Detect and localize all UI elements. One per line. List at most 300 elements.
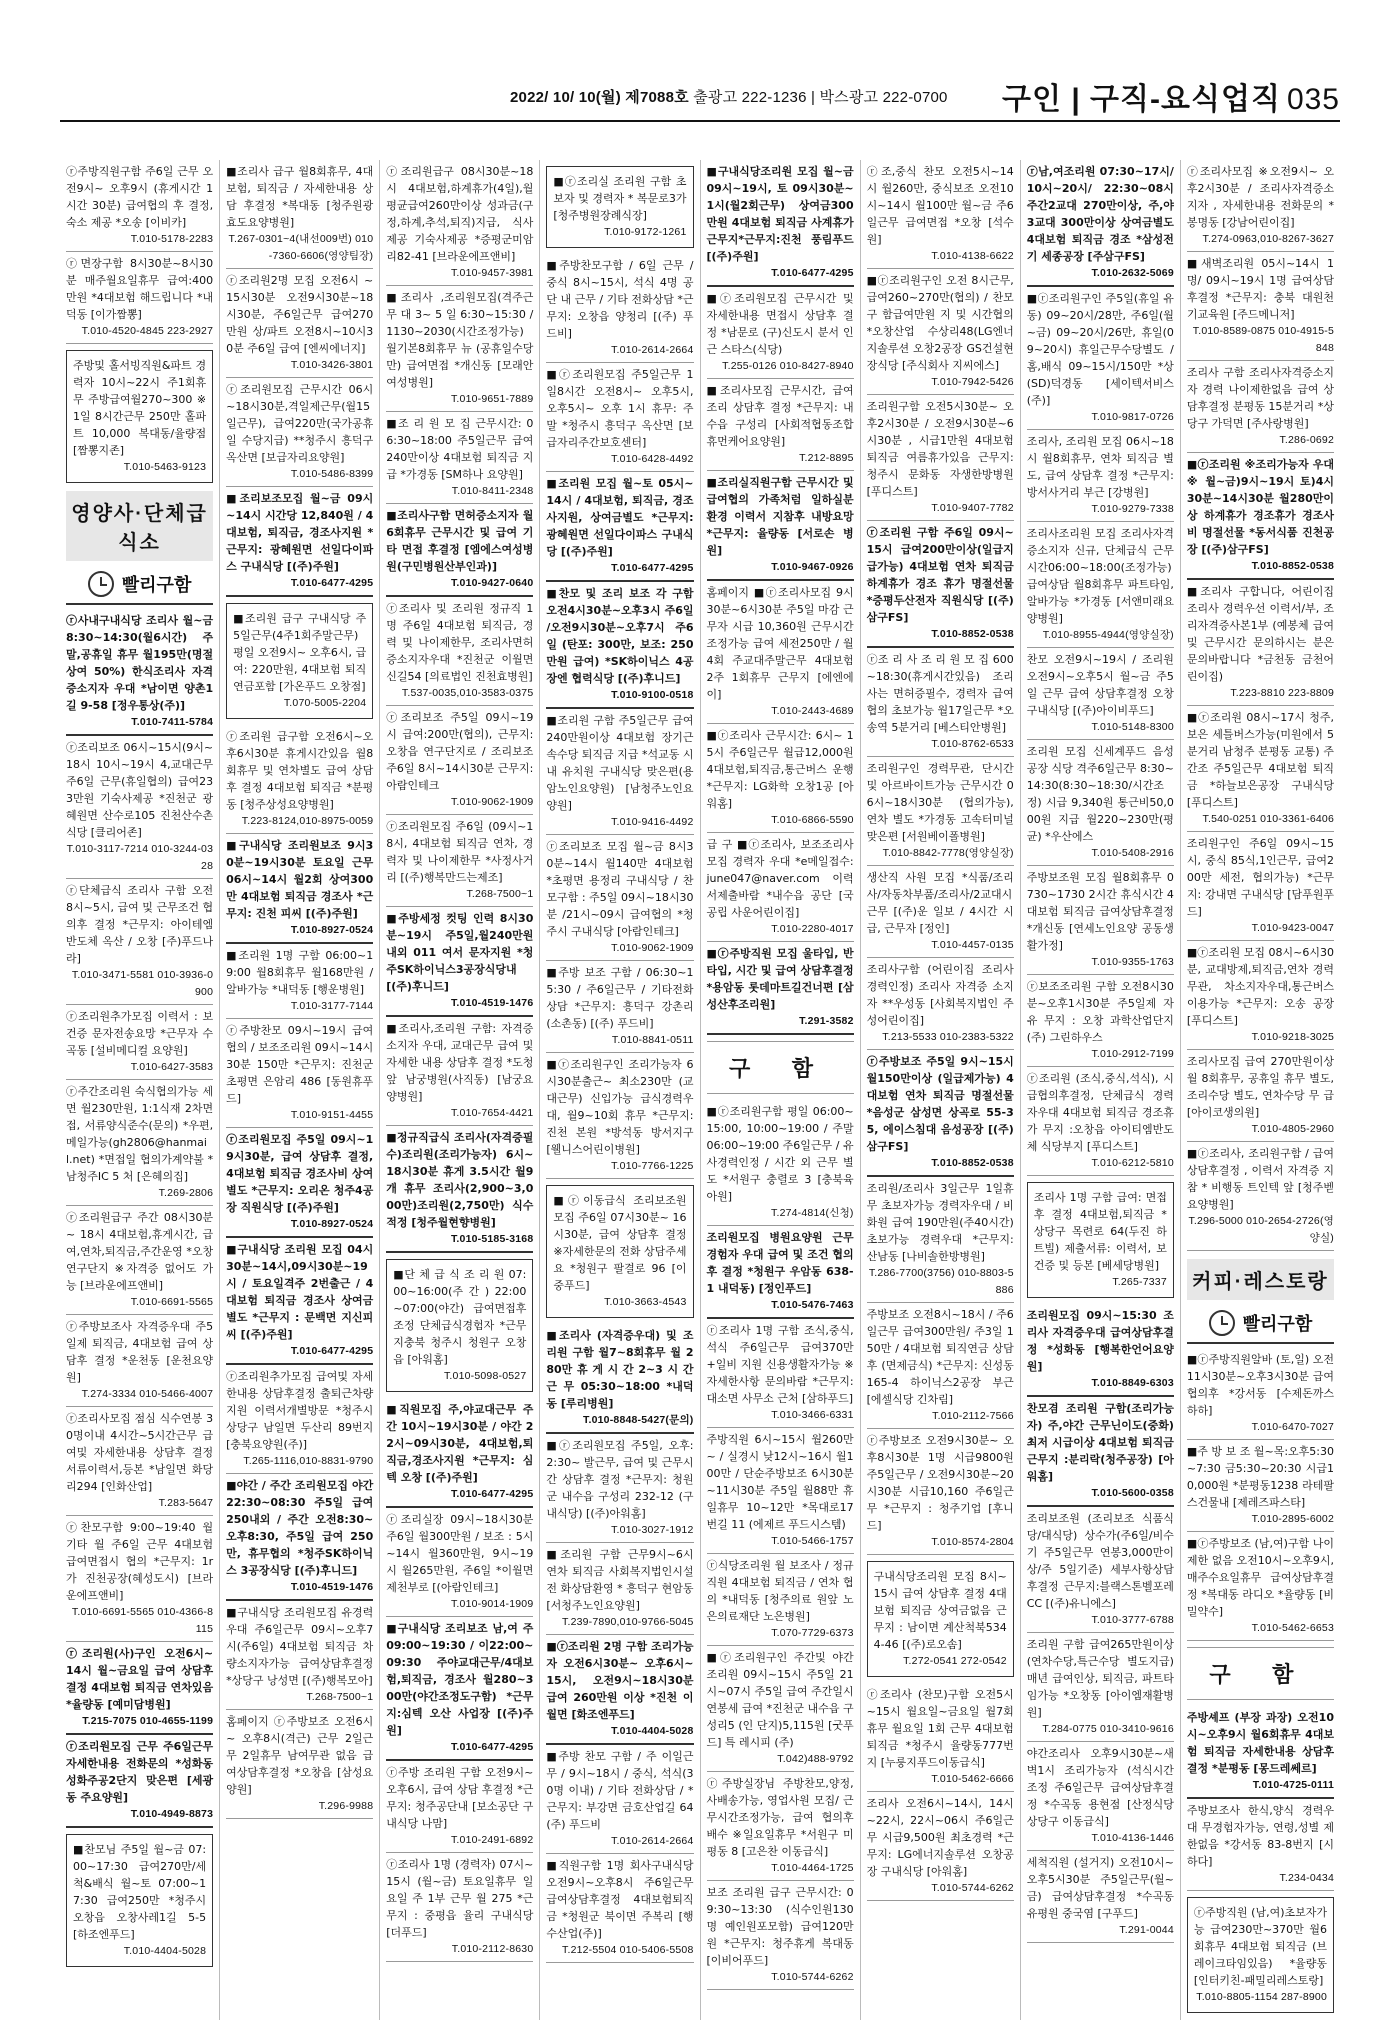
ad-phone: T.010-5098-0527 <box>443 1370 527 1382</box>
ad-phone: T.070-5005-2204 <box>283 697 367 709</box>
ad-phone: T.010-9172-1261 <box>604 226 687 238</box>
ad-phone: T.010-8841-0511 <box>611 1034 694 1046</box>
col8-ads <box>1187 160 1334 1251</box>
urgent-banner-cafe <box>1187 1304 1334 1344</box>
classified-ad <box>1187 160 1334 252</box>
ad-phone: T.239-7890,010-9766-5045 <box>562 1616 694 1628</box>
classified-ad <box>867 1429 1014 1555</box>
ad-text: ■조리실직원구함 근무시간 및 급여협의 가족처럼 일하실분 환경 이력서 지참후 내방요망 *근무지: 율량동 [서로손 병원] <box>706 476 854 557</box>
ad-text: ■ⓡ조리원구함 평일 06:00~15:00, 10:00~19:00 / 주말 06:00~19:00 주6일근무 / 유사경력인정 / 시간 외 근무 별도 *서원구 충렬로 3 [충북육아원] <box>706 1105 854 1203</box>
ad-phone: T.010-5466-1757 <box>771 1535 854 1547</box>
ad-phone: T.268-7500~1 <box>466 888 534 900</box>
ad-phone: T.010-9014-1909 <box>450 1598 534 1610</box>
classified-ad <box>546 1053 693 1179</box>
ad-phone: T.010-5486-8399 <box>290 468 374 480</box>
ad-text: ■찬모님 주5일 월~금 07:00~17:30 급여270만/세척&배식 월~토 07:00~17:30 급여250만 *청주시 오창읍 오창사레1길 5-5 [하조엔푸드] <box>73 1843 207 1941</box>
ad-phone: T.010-8411-2348 <box>451 485 534 497</box>
ad-phone: T.212-8895 <box>799 452 854 464</box>
ad-text: ⓡ조리원모집 근무 주6일근무 자세한내용 전화문의 *성화동 성화주공2단지 맞은편 [세광동 주요양원] <box>66 1740 214 1804</box>
classified-ad <box>386 706 533 815</box>
ad-text: ⓡ주방실장님 주방찬모,양정,사배송가능, 영업사원 모집/ 근무시간조정가능, 급여 협의후 배수 ※일요일휴무 *서원구 미평동 8 [고은찬 이동급식] <box>706 1777 854 1858</box>
ad-text: 조리사 1명 구함 급여: 면접후 결정 4대보험,퇴직금 * 상당구 목련로 64(두진 하트빌) 제출서류: 이력서, 보건증 및 등본 [베세당병원] <box>1033 1191 1167 1272</box>
classified-ad <box>226 269 373 378</box>
ad-text: 주방보조사 한식,양식 경력우대 무경험자가능, 연령,성별 제한없음 *강서동 83-8번지 [시하다] <box>1186 1804 1334 1868</box>
ad-phone: T.283-5647 <box>158 1497 214 1509</box>
ad-text: 조리원 구함 급여265만원이상 (연차수당,특근수당 별도지급) 매년 급여인상, 퇴직금, 파트타임가능 *오창동 [아이엠재활병원] <box>1026 1638 1174 1719</box>
ad-text: ⓡ조리사모집 점심 식수연봉 30명이내 4시간~5시간근무 급여및 자세한내용 상담후 결정 서류이력서,등본 *남일면 화당리294 [인화산업] <box>66 1412 214 1493</box>
page-number: 035 <box>1286 83 1340 116</box>
classified-ad <box>867 521 1014 648</box>
classified-ad <box>546 1185 693 1318</box>
ad-text: ⓡ조리사모집 ※오전9시~ 오후2시30분 / 조리사자격증소지자 , 자세한내용 전화문의 *봉명동 [강남어린이집] <box>1186 165 1334 229</box>
ad-text: ⓡ면장구함 8시30분~8시30분 매주월요일휴무 급여:400만원 *4대보험 해드립니다 *내덕동 [이가짬뽕] <box>66 257 214 321</box>
ad-phone: T.291-0044 <box>1119 1924 1174 1936</box>
ad-text: ■구내식당조리원 모집 월~금 09시~19시, 토 09시30분~ 1시(월2회근무) 상여금300만원 4대보험 퇴직금 사계휴가 근무지*근무지:진천 풍림푸드 [(주)주원] <box>706 165 854 263</box>
ad-text: ⓡ조리원 (조식,중식,석식), 시급협의후결정, 단체급식 경력자우대 4대보험 퇴직금 경조휴가 무지 :오창읍 아이티엠반도체 식당부지 [푸디스트] <box>1026 1072 1174 1153</box>
column-6 <box>861 160 1021 2020</box>
column-2 <box>220 160 380 2020</box>
ad-text: ■구내식당 조리원 모집 04시30분~14시,09시30분~19시 / 토요일격주 2번출근 / 4대보험 퇴직금 경조사 상여금 별도 *근무지 : 문백면 지신피씨 [(주)주원] <box>226 1243 374 1341</box>
ad-phone: T.265-1116,010-8831-9790 <box>243 1455 374 1467</box>
ad-phone: T.010-6691-5565 <box>130 1296 214 1308</box>
classified-ad <box>66 350 213 483</box>
column-8 <box>1181 160 1340 2020</box>
ad-text: ⓡ조리원모집 주6일 (09시~18시, 4대보험 퇴직금 연차, 경력자 및 나이제한무 *사정사거리 [(주)행복만드는제조] <box>386 820 534 884</box>
classified-ad <box>707 1772 854 1881</box>
ad-text: ■ⓡ주방보조 (남,여)구함 나이제한 없음 오전10시~오후9시, 매주수요일휴무 급여상담후결정 *복대동 라디오 *율량동 [비밀약수] <box>1186 1537 1334 1618</box>
classified-ad <box>1027 1633 1174 1742</box>
ad-phone: T.010-2112-7566 <box>932 1410 1014 1422</box>
classified-ad <box>386 1617 533 1761</box>
ad-phone: T.010-5185-3168 <box>450 1233 534 1245</box>
ad-phone: T.296-9988 <box>318 1800 374 1812</box>
classified-ad <box>1027 430 1174 522</box>
classified-ad <box>867 269 1014 395</box>
col4-ads <box>546 166 693 1963</box>
ad-text: 조리원 모집 신세계푸드 음성공장 식당 격주6일근무 8:30~14:30(8:30~18:30/시간조정) 시급 9,340원 통근비50,000원 지급 월220~230만(평균) *우산에스 <box>1026 745 1174 843</box>
ad-text: ⓡ주방보조사 자격증우대 주5일제 퇴직금, 4대보험 급여 상담후 결정 *운천동 [운천요양원] <box>66 1320 214 1384</box>
ad-text: ■조리보조모집 월~금 09시~14시 시간당 12,840원 / 4대보험, 퇴직금, 경조사지원 *근무지: 광혜원면 선일다이파스 구내식당 [(주)주원] <box>226 492 374 573</box>
ad-phone: T.010-2912-7199 <box>1091 1048 1174 1060</box>
ad-phone: T.010-9427-0640 <box>450 577 534 589</box>
ad-text: ■조리원 급구 구내식당 주5일근무(4주1회주말근무) 평일 오전9시~ 오후6시, 급여: 220만원, 4대보험 퇴직연금포함 [가온푸드 오창점] <box>233 612 367 693</box>
column-7 <box>1021 160 1181 2020</box>
ad-phone: T.010-5744-6262 <box>931 1882 1014 1894</box>
ad-phone: T.010-6691-5565 010-4366-8115 <box>71 1606 214 1635</box>
ad-text: ■ⓡ조리원모집 근무시간 및 자세한내용 면접시 상담후 결정 *남문로 (구)신도시 분서 인근 스타스(식당) <box>706 292 854 356</box>
ad-phone: T.234-0434 <box>1279 1872 1334 1884</box>
classified-ad <box>707 1226 854 1319</box>
col1-ads-a <box>66 160 213 483</box>
classified-ad <box>1027 740 1174 866</box>
classified-ad <box>867 648 1014 757</box>
classified-ad <box>386 412 533 504</box>
ad-phone: T.010-9355-1763 <box>1091 956 1174 968</box>
col3-ads <box>386 160 533 1962</box>
classified-ad <box>867 866 1014 958</box>
ad-text: ■ⓡ조리원구인 조리가능자 6시30분출근~ 최소230만 (교대근무) 신입가능 급식경력우대, 월9~10회 휴무 *근무지: 진천 본원 *방석동 방서지구 [웰니스어린이병원] <box>546 1058 694 1156</box>
ad-text: 조리원구인 경력무관, 단시간 및 아르바이트가능 근무시간 06시~18시30분 (협의가능), 연차 별도 *가경동 고속터미널 맞은편 [서원베이폴병원] <box>866 762 1014 843</box>
ad-phone: T.212-5504 010-5406-5508 <box>562 1944 694 1956</box>
ad-text: ⓡ주방 조리원 구함 오전9시~ 오후6시, 급여 상담 후결정 *근무지: 청주공단내 [보소공단 구내식당 나맘] <box>386 1766 534 1830</box>
classified-ad <box>707 1428 854 1554</box>
ad-phone: T.010-7411-5784 <box>131 716 214 728</box>
ad-text: 세척직원 (설거지) 오전10시~오후5시30분 주5일근무(월~금) 급여상담후결정 *수곡동 유평원 중국염 [구푸드] <box>1026 1856 1174 1920</box>
column-3 <box>380 160 540 2020</box>
classified-ad <box>226 725 373 834</box>
ad-phone: T.286-7700(3756) 010-8803-5886 <box>868 1267 1014 1296</box>
ad-phone: T.010-3027-1912 <box>611 1524 694 1536</box>
ad-phone: T.010-4520-4845 223-2927 <box>81 325 214 337</box>
issue-info: 2022/ 10/ 10(월) 제7088호 <box>510 89 689 106</box>
ad-text: ■정규직급식 조리사(자격증필수)조리원(조리가능자) 6시~18시30분 휴게 3.5시간 월9개 휴무 조리사(2,900~3,000만)조리원(2,750만) 식수적정 [청주월현향병원] <box>386 1131 534 1229</box>
ad-phone: T.010-8842-7778(영양실장) <box>882 847 1014 859</box>
ad-text: ■ⓡ조리원구인 오전 8시근무, 급여260~270만(협의) / 찬모구 함급여만원 지 및 시간협의 *오창산업 수상리48(LG엔너지솔루션 오창2공장 GS건설현장식당 [주식회사 지씨에스] <box>866 274 1014 372</box>
section-head-wanted-2: 구 함 <box>1187 1647 1334 1700</box>
ad-text: 야간조리사 오후9시30분~새벽1시 조리가능자 (석식시간 조정 주6일근무 급여상담후결정 *수곡동 용현점 [산정식당 상당구 이동급식] <box>1026 1747 1174 1828</box>
classified-ad <box>66 252 213 344</box>
ad-text: ⓡ조리보조 주5일 09시~19시 급여:200만(협의), 근무지: 오창읍 연구단지로 / 조리보조 주6일 8시~14시30분 근무지:아람인테크 <box>386 711 534 792</box>
classified-ad <box>386 1017 533 1126</box>
ad-phone: T.010-4725-0111 <box>1252 1779 1334 1791</box>
ad-phone: T.010-8589-0875 010-4915-5848 <box>1192 325 1334 354</box>
classified-ad <box>707 1646 854 1772</box>
classified-ad <box>707 1100 854 1226</box>
ad-text: 보조 조리원 급구 근무시간: 09:30~13:30 (식수인원130명 예인원포모함) 급여120만원 *근무지: 청주휴게 복대동 [이비어푸드] <box>706 1886 854 1967</box>
masthead-info <box>510 86 948 107</box>
ad-phone: T.010-6427-3583 <box>130 1061 214 1073</box>
classified-ad <box>66 1516 213 1642</box>
ad-text: ⓡ찬모구함 9:00~19:40 월기타 월 주6일 근무 4대보험 급여면접시 협의 *근무지: 1r가 진천공장(혜성도시) [브라운에프앤비] <box>66 1521 214 1602</box>
classified-ad <box>386 1398 533 1508</box>
classified-ad <box>546 1635 693 1745</box>
col5-ads-a <box>707 160 854 1035</box>
ad-text: 찬모겸 조리원 구함(조리가능자) 주,야간 근무닌이도(중화) 최저 시급이상 4대보험 퇴직금 근무지 :분리락(청주공장) [아워홈] <box>1026 1402 1174 1483</box>
classified-ad <box>66 1834 213 1967</box>
ad-text: ■ⓡ조리원모집 주5일근무 1일8시간 오전8시~ 오후5시, 오후5시~ 오후 1시 휴무: 주말 *청주시 흥덕구 옥산면 [보급자리주간보호센터] <box>546 368 694 449</box>
ad-text: 조리사모집 급여 270만원이상 월 8회휴무, 공휴일 휴무 별도, 조리수당 별도, 연차수당 무 급 [아이코생의원] <box>1186 1055 1334 1119</box>
classified-ad <box>386 1508 533 1617</box>
ad-text: ■조 리 원 모 집 근무시간: 06:30~18:00 주5일근무 급여 240만이상 4대보험 퇴직금 지급 *가경동 [SM하나 요양원] <box>386 417 534 481</box>
ad-text: ■구내식당 조리보조 남,여 주 09:00~19:30 / 이22:00~09:30 주야교대근무/4대보험,퇴직금, 경조사 월280~300만(야간조정도구함) *근무지:심텍 오산 사업장 [(주)주원] <box>386 1622 534 1737</box>
ad-phone: T.010-8852-0538 <box>931 1157 1014 1169</box>
classified-ad <box>1027 648 1174 740</box>
classified-ad <box>1187 832 1334 941</box>
classified-ad <box>386 286 533 412</box>
classified-ad <box>1027 1742 1174 1851</box>
ad-phone: T.010-4457-0135 <box>931 939 1014 951</box>
classified-ad <box>66 1005 213 1080</box>
col2-ads <box>226 160 373 1819</box>
classified-ad <box>546 472 693 582</box>
col9-ads-b <box>1187 1706 1334 2013</box>
ad-phone: T.010-8848-5427(문의) <box>583 1414 694 1426</box>
ad-text: ■야간 / 주간 조리원모집 야간 22:30~08:30 주5일 급여 250내외 / 주간 오전8:30~오후8:30, 주5일 급여 250만, 휴무협의 *청주SK하이닉스 3공장식당 [(주)후니드] <box>226 1479 374 1577</box>
classified-ad <box>386 160 533 286</box>
section-name: 구인 | 구직-요식업직 <box>1002 83 1281 116</box>
ad-text: 조리사구함 (어린이집 조리사 경력인정) 조리사 자격증 소지자 **우성동 [사회복지법인 주성어린이집] <box>866 963 1014 1027</box>
classified-ad <box>1187 1348 1334 1440</box>
ad-phone: T.010-4136-1446 <box>1091 1832 1174 1844</box>
classified-ad <box>66 879 213 1005</box>
classified-ad <box>1027 1304 1174 1397</box>
ad-phone: T.010-8805-1154 287-8900 <box>1196 1991 1327 2003</box>
ad-text: ■주방 보조 구함 / 06:30~15:30 / 주6일근무 / 기타전화상담 *근무지: 흥덕구 강촌리(소촌동) [(주) 푸드비] <box>546 966 694 1030</box>
ad-phone: T.272-0541 272-0542 <box>903 1655 1007 1667</box>
ad-text: ■구내식당 조리원모집 유경력우대 주6일근무 09시~오후7시(주6일) 4대보험 퇴직금 차량소지자가능 급여상담후결정 *상당구 낭성면 [(주)행복모아] <box>226 1606 374 1687</box>
ad-text: 조리사, 조리원 모집 06시~18시 월8회휴무, 연차 퇴직금 별도, 급여 상담후 결정 *근무지: 방서사거리 부근 [강병원] <box>1026 435 1174 499</box>
ad-text: 조리원모집 병원요양원 근무 경험자 우대 급여 및 조건 협의후 결정 *청원구 우암동 638-1 내덕동) [정인푸드] <box>706 1231 854 1295</box>
ad-text: ⓡ조리원(사)구인 오전6시~ 14시 월~금요일 급여 상담후결정 4대보험 퇴직금 연차있음 *율량동 [예미담병원] <box>66 1647 214 1711</box>
classified-ad <box>546 1854 693 1963</box>
classified-ad <box>1027 522 1174 648</box>
classified-ad <box>226 1601 373 1710</box>
ad-phone: T.010-2614-2664 <box>611 1835 694 1847</box>
classified-ad <box>66 1080 213 1206</box>
classified-ad <box>546 1324 693 1434</box>
ad-text: ■ⓡ조리원 2명 구함 조리가능자 오전6시30분~ 오후6시~15시, 오전9시~18시30분 급여 260만원 이상 *진천 이월면 [화조엔푸드] <box>546 1640 694 1721</box>
ad-phone: T.010-9218-3025 <box>1251 1031 1334 1043</box>
classified-ad <box>546 1434 693 1543</box>
ad-phone: T.010-3466-6331 <box>771 1409 854 1421</box>
ad-phone: T.010-6477-4295 <box>290 1345 374 1357</box>
ad-phone: T.010-8849-6303 <box>1091 1377 1174 1389</box>
classified-ad <box>226 1710 373 1819</box>
ad-phone: T.274-3334 010-5466-4007 <box>81 1388 214 1400</box>
classified-ad <box>707 1319 854 1428</box>
classified-ad <box>226 603 373 719</box>
ad-text: ■직원구함 1명 회사구내식당 오전9시~오후8시 주6일근무 급여상담후결정 4대보험퇴직금 *청원군 북이면 주복리 [행수산업(주)] <box>546 1859 694 1940</box>
ad-text: 조리사 구함 조리사자격증소지자 경력 나이제한없음 급여 상담후결정 분평동 15분거리 *상당구 가덕면 [주사랑병원] <box>1186 366 1334 430</box>
ad-text: ■새벽조리원 05시~14시 1명/ 09시~19시 1명 급여상담후결정 *근무지: 충북 대원천기교육원 [주드메니저] <box>1186 257 1334 321</box>
ad-text: ⓡ보조조리원 구함 오전8시30분~오후1시30분 주5일제 자유 무지 : 오창 과학산업단지 (주) 그린하우스 <box>1026 980 1174 1044</box>
ad-text: ⓡ조리원추가모집 급여및 자세한내용 상담후결정 출퇴근차량지원 이력서개별방문 *청주시 상당구 남일면 두산리 89번지 [충북요양원(주)] <box>226 1370 374 1451</box>
ad-phone: T.537-0035,010-3583-0375 <box>401 687 534 699</box>
ad-phone: T.269-2806 <box>158 1187 214 1199</box>
ad-text: ■ⓡ이동급식 조리보조원 모집 주6일 07시30분~ 16시30분, 급여 상담후 결정 ※자세한문의 전화 상담주세요 *청원구 팔결로 96 [이중푸드] <box>553 1194 687 1292</box>
ad-phone: T.010-8574-2804 <box>931 1536 1014 1548</box>
ad-text: ⓡ조리원 구함 주6일 09시~15시 급여200만이상(일급지급가능) 4대보험 연차 퇴직금 하계휴가 경조 휴가 명절선물 *증평두산전자 직원식당 [(주)삼구FS] <box>866 526 1014 624</box>
classified-ad <box>1187 941 1334 1050</box>
ad-phone: T.268-7500~1 <box>306 1691 374 1703</box>
section-head-nutrition: 영양사·단체급식소 <box>66 491 213 561</box>
ad-text: 주방보조 오전8시~18시 / 주6일근무 급여300만원/ 주3일 150만 / 4대보험 퇴직연금 상담후 (면제금식) *근무지: 신성동165-4 하이닉스2공장 부근 [에셀식당 긴차림] <box>866 1308 1014 1406</box>
ad-phone: T.010-8852-0538 <box>1251 560 1334 572</box>
ad-phone: T.010-8955-4944(영양실장) <box>1042 629 1174 641</box>
classified-ad <box>867 757 1014 866</box>
classified-columns <box>60 160 1340 2020</box>
ad-phone: T.010-4404-5028 <box>611 1725 694 1737</box>
classified-ad <box>867 395 1014 521</box>
ad-text: ■조리사 구합니다, 어린이집 조리사 경력우선 이력서/부, 조리자격증사본1부 (예봉체 급여 및 근무시간 문의하시는 분은 문의바랍니다 *금천동 금천어린이집) <box>1186 585 1334 683</box>
classified-ad <box>867 160 1014 269</box>
classified-ad <box>66 609 213 736</box>
ad-phone: T.010-3177-7144 <box>290 1000 374 1012</box>
classified-ad <box>386 1761 533 1853</box>
classified-ad <box>546 363 693 472</box>
ad-text: ⓡ주간조리원 숙식협의가능 세면 월230만원, 1:1식재 2차면접, 서류양식준수(문의) *우편,메일가능(gh2806@hanmail.net) *면접일 협의가계약불 *남청주IC 5 처 [은혜의집] <box>66 1085 214 1183</box>
ad-phone: T.010-3777-6788 <box>1091 1614 1174 1626</box>
ad-text: ■ⓡ조리사, 조리원구함 / 급여 상담후결정 , 이력서 자격증 지참 * 비행동 트인텍 앞 [청주벧요양병원] <box>1186 1147 1334 1211</box>
classified-ad <box>1027 975 1174 1067</box>
classified-ad <box>1187 361 1334 453</box>
classified-ad <box>66 1642 213 1735</box>
classified-ad <box>867 1561 1014 1677</box>
ad-phone: T.010-5462-6653 <box>1251 1622 1334 1634</box>
classified-ad <box>1187 1440 1334 1532</box>
ad-phone: T.010-8927-0524 <box>290 924 374 936</box>
ad-phone: T.010-6477-4295 <box>450 1741 534 1753</box>
classified-ad <box>546 582 693 709</box>
ad-phone: T.213-5533 010-2383-5322 <box>882 1031 1014 1043</box>
classified-ad <box>226 834 373 944</box>
classified-ad <box>867 1050 1014 1177</box>
ad-phone: T.010-5476-7463 <box>771 1299 854 1311</box>
ad-phone: T.010-9100-0518 <box>611 689 694 701</box>
classified-ad <box>546 961 693 1053</box>
ad-phone: T.010-9407-7782 <box>931 502 1014 514</box>
ad-text: ⓡ조리사 (찬모)구함 오전5시~15시 월요일~금요일 월7회 휴무 월요일 1회 근무 4대보험 퇴직금 *청주시 율량동777번지 [누룽지푸드이동급식] <box>866 1688 1014 1769</box>
ad-phone: T.540-0251 010-3361-6406 <box>1202 813 1334 825</box>
ad-phone: T.010-7942-5426 <box>931 376 1014 388</box>
classified-ad <box>386 815 533 907</box>
ad-text: 조리원구인 주6일 09시~15시, 중식 85식,1인근무, 급여200만 세전, 협의가능) *근무지: 강내면 구내식당 [담푸원푸드] <box>1186 837 1334 918</box>
ad-phone: T.010-4949-8873 <box>130 1808 214 1820</box>
ad-phone: T.010-8762-6533 <box>931 738 1014 750</box>
ad-text: ⓡ조리실장 09시~18시30분 주6일 월300만원 / 보조 : 5시~14시 월360만원, 9시~19시 월265만원, 주6일 *이월면 제천부로 [(아람인테크] <box>386 1513 534 1594</box>
classified-ad <box>546 166 693 248</box>
ad-text: 조리보조원 (조리보조 식품식 당/대식당) 상수가(주6일/비수기 주5일근무 연봉3,000만이상/주 5일기준) 세부사항상담후결정 근무지:블랙스톤벨포레CC [(주)유니에스] <box>1026 1512 1174 1610</box>
ad-phone: T.010-9151-4455 <box>290 1109 374 1121</box>
ad-phone: T.010-7654-4421 <box>450 1107 534 1119</box>
classified-ad <box>546 254 693 363</box>
classified-ad <box>386 1259 533 1392</box>
ad-phone: T.010-2614-2664 <box>611 344 694 356</box>
classified-ad <box>226 944 373 1019</box>
ad-phone: T.010-9651-7889 <box>450 393 534 405</box>
ad-text: 급 구 ■ⓡ조리사, 보조조리사 모집 경력자 우대 *e메일접수: june047@naver.com 이력서제출바람 *내수읍 공단 [국공립 사운어린이집] <box>706 838 854 919</box>
ad-phone: T.010-4805-2960 <box>1251 1123 1334 1135</box>
ad-text: ⓡ조리원모집 근무시간 06시~18시30분,격일제근무(월15일근무), 급여220만(국가공휴일 수당지급) **청주시 흥덕구 옥산면 [보급자리요양원] <box>226 383 374 464</box>
ad-text: ⓡ조리원급구 주간 08시30분~ 18시 4대보험,휴게시간, 급여,연차,퇴직금,주간운영 *오창 연구단지 ※자격증 없어도 가능 [브라운에프앤비] <box>66 1211 214 1292</box>
classified-ad <box>226 1128 373 1238</box>
ad-phone: T.010-6866-5590 <box>771 814 854 826</box>
classified-ad <box>707 724 854 833</box>
ad-text: ■단 체 급 식 조 리 원 07:00~16:00(주 간 ) 22:00~07:00(야간) 급여면접후조정 단체급식경험자 *근무지충북 청주시 청원구 오창읍 [아워홈] <box>393 1268 527 1366</box>
ad-text: ⓡ조리보조 모집 월~금 8시30분~14시 월140만 4대보험 *초평면 용정리 구내식당 / 찬모구함 : 주5일 09시~18시30분 /21시~09시 급여협의 *청주시 구내식당 [아람인테크] <box>546 840 694 938</box>
ad-text: ⓡ주방직원구함 주6일 근무 오전9시~ 오후9시 (휴게시간 1시간 30분) 급여협의 후 결정, 숙소 제공 *오송 [이비카] <box>66 165 214 229</box>
ad-text: ⓡ조리원 급구함 오전6시~오후6시30분 휴게시간있음 월8회휴무 및 연차별도 급여 상담 후 결정 4대보험 퇴직금 *분평동 [청주상성요양병원] <box>226 730 374 811</box>
classified-ad <box>707 833 854 942</box>
ad-phone: T.010-6470-7027 <box>1251 1421 1334 1433</box>
ad-text: ■조리사 (자격증우대) 및 조리원 구함 월7~8회휴무 월 280만 휴 게 시 간 2~3 시 간 근 무 05:30~18:00 *내덕동 [루리병원] <box>546 1329 694 1410</box>
column-5 <box>701 160 861 2020</box>
ad-text: ⓡ조리사 1명 (경력자) 07시~15시 (월~금) 토요일휴무 일요일 주 1부 근무 월 275 *근무지 : 중평읍 율리 구내식당 [더푸드] <box>386 1858 534 1939</box>
ad-phone: T.010-8927-0524 <box>290 1218 374 1230</box>
ad-text: 주방보조원 모집 월8회휴무 0730~1730 2시간 휴식시간 4대보험 퇴직금 급여상담후결정 *개신동 [연세노인요양 공동생활가정] <box>1026 871 1174 952</box>
ad-text: ■구내식당 조리원보조 9시30분~19시30분 토요일 근무 06시~14시 월2회 상여300만 4대보험 퇴직금 경조사 *근무지: 진천 피씨 [(주)주원] <box>226 839 374 920</box>
classified-ad <box>1027 1397 1174 1507</box>
classified-ad <box>386 504 533 597</box>
ad-text: ■조리원 구함 주5일근무 급여 240만원이상 4대보험 장기근속수당 퇴직금 지급 *석교동 시내 유치원 구내식당 맞은편(용암노인요양원) [남청주노인요양원] <box>546 714 694 812</box>
ad-text: ■ⓡ조리원구인 주5일(휴일 유동) 09~20시/28만, 주6일(월~금) 09~20시/26만, 휴일(09~20시) 휴일근무수당별도 /홈,배식 09~15시/150만 *상(SD)덕경동 [세이텍서비스(주)] <box>1026 292 1174 407</box>
col6-ads <box>867 160 1014 1901</box>
ad-phone: T.010-9457-3981 <box>450 267 534 279</box>
ad-phone: T.010-2112-8630 <box>451 1943 534 1955</box>
ad-phone: T.010-4138-6622 <box>931 250 1014 262</box>
ad-text: 홈페이지 ■ⓡ조리사모집 9시30분~6시30분 주5일 마감 근무자 시급 10,360원 근무시간 조정가능 급여 세전250만 / 월4회 주교대주말근무 4대보험 2주 1회휴무 근무지 [에엔에이] <box>706 586 854 701</box>
classified-ad <box>66 736 213 879</box>
ad-phone: T.010-5462-6666 <box>931 1773 1014 1785</box>
classified-ad <box>226 1365 373 1474</box>
ad-phone: T.010-4404-5028 <box>123 1945 207 1957</box>
ad-text: ■ⓡ주방직원 모집 울타입, 반타입, 시간 및 급여 상담후결정 *용암동 롯데마트길건너편 [삼성산후조리원] <box>706 947 854 1011</box>
ad-phone: T.010-3117-7214 010-3244-0328 <box>66 843 214 872</box>
ad-phone: T.284-0775 010-3410-9616 <box>1042 1723 1174 1735</box>
ad-text: ⓡ사내구내식당 조리사 월~금 8:30~14:30(월6시간) 주말,공휴일 휴무 월195만(명절상여 50%) 한식조리사 자격증소지자 우대 *남이면 양촌1길 9-58 [정우통상(주)] <box>66 614 214 712</box>
urgent-label-cafe: 빨리구함 <box>1242 1314 1313 1335</box>
ad-phone: T.010-9279-7338 <box>1091 503 1174 515</box>
ad-text: 조리원/조리사 3일근무 1일휴무 초보자가능 경력자우대 / 비화원 급여 190만원(주40시간) 초보가능 경력우대 *근무지: 산남동 [나비솔한방병원] <box>866 1182 1014 1263</box>
ad-text: ⓡ조리원급구 08시30분~18시 4대보험,하계휴가(4일),월평균급여260만이상 성과금(구정,하계,추석,퇴직)지급, 식사제공 기숙사제공 *증평군미암리82-41 [브라운에프앤비] <box>386 165 534 263</box>
classified-ad <box>226 1238 373 1365</box>
ad-phone: T.010-5408-2916 <box>1091 847 1174 859</box>
classified-ad <box>1027 1851 1174 1943</box>
ad-text: ■직원모집 주,야교대근무 주간 10시~19시30분 / 야간 22시~09시30분, 4대보험,퇴직금,경조사지원 *근무지: 심텍 오창 [(주)주원] <box>386 1403 534 1484</box>
ad-text: ■조리사,조리원 구함: 자격증소지자 우대, 교대근무 급여 및 자세한 내용 상담후 결정 *도청앞 남궁병원(사직동) [남궁요양병원] <box>386 1022 534 1103</box>
ad-phone: T.010-3426-3801 <box>290 359 374 371</box>
ad-phones: 출광고 222-1236 | 박스광고 222-0700 <box>693 89 948 106</box>
urgent-banner <box>66 565 213 605</box>
ad-text: 홈페이지 ⓡ주방보조 오전6시~ 오후8시(격근) 근무 2일근무 2일휴무 남여무관 없음 급여상담후결정 *오창읍 [삼성요양원] <box>226 1715 374 1796</box>
classified-ad <box>707 287 854 379</box>
classified-ad <box>66 1407 213 1516</box>
classified-ad <box>867 1303 1014 1429</box>
classified-ad <box>1187 1050 1334 1142</box>
clock-icon <box>88 571 114 597</box>
ad-phone: T.010-4519-1476 <box>290 1581 374 1593</box>
classified-ad <box>1027 287 1174 430</box>
col7-ads <box>1027 160 1174 1943</box>
ad-text: ⓡ주방보조 주5일 9시~15시 월150만이상 (일급제가능) 4대보험 연차 퇴직금 명절선물 *음성군 삼성면 상곡로 55-35, 에이스침대 음성공장 [(주)삼구FS] <box>866 1055 1014 1153</box>
ad-phone: T.010-9467-0926 <box>771 561 854 573</box>
classified-ad <box>226 1474 373 1601</box>
classified-ad <box>1027 160 1174 287</box>
ad-phone: T.010-5148-8300 <box>1091 721 1174 733</box>
ad-text: ⓡ조리사 및 조리원 정규직 1명 주6일 4대보험 퇴직금, 경력 및 나이제한무, 조리사면허증소지자우대 *진천군 이월면 신길54 [의료법인 진천효병원] <box>386 602 534 683</box>
ad-phone: T.010-9416-4492 <box>611 816 694 828</box>
classified-ad <box>546 709 693 835</box>
ad-text: 주방및 홀서빙직원&파트 경력자 10시~22시 주1회휴무 주방급여월270~300 ※1일 8시간근무 250만 홀파트 10,000 복대동/율량점 [짬뽕지존] <box>73 359 207 457</box>
ad-phone: T.274-4814(신청) <box>771 1207 854 1219</box>
ad-text: ⓡ식당조리원 월 보조사 / 정규직원 4대보험 퇴직금 / 연차 협의 *내덕동 [청주의료 원앞 노은의료재단 노은병원] <box>706 1559 854 1623</box>
ad-text: ■ⓡ주방직원알바 (토,일) 오전11시30분~오후3시30분 급여협의후 *강서동 [수제돈까스 하하] <box>1186 1353 1334 1417</box>
classified-ad <box>707 471 854 581</box>
urgent-label: 빨리구함 <box>121 575 192 596</box>
classified-ad <box>867 1792 1014 1901</box>
ad-phone: T.223-8810 223-8809 <box>1230 687 1334 699</box>
classified-ad <box>66 1735 213 1828</box>
classified-ad <box>1187 1532 1334 1641</box>
ad-text: 조리사조리원 모집 조리사자격증소지자 신규, 단체급식 근무시간06:00~18:00(조정가능)급여상담 월8회휴무 파트타임,알바가능 *가경동 [서앤미래요양병원] <box>1026 527 1174 625</box>
section-title <box>1002 74 1340 118</box>
ad-phone: T.010-9423-0047 <box>1251 922 1334 934</box>
ad-phone: T.010-2895-6002 <box>1251 1513 1334 1525</box>
classified-ad <box>867 1177 1014 1303</box>
ad-phone: T.296-5000 010-2654-2726(영양실) <box>1188 1215 1334 1244</box>
ad-phone: T.070-7729-6373 <box>771 1627 854 1639</box>
ad-phone: T.010-2280-4017 <box>771 923 854 935</box>
